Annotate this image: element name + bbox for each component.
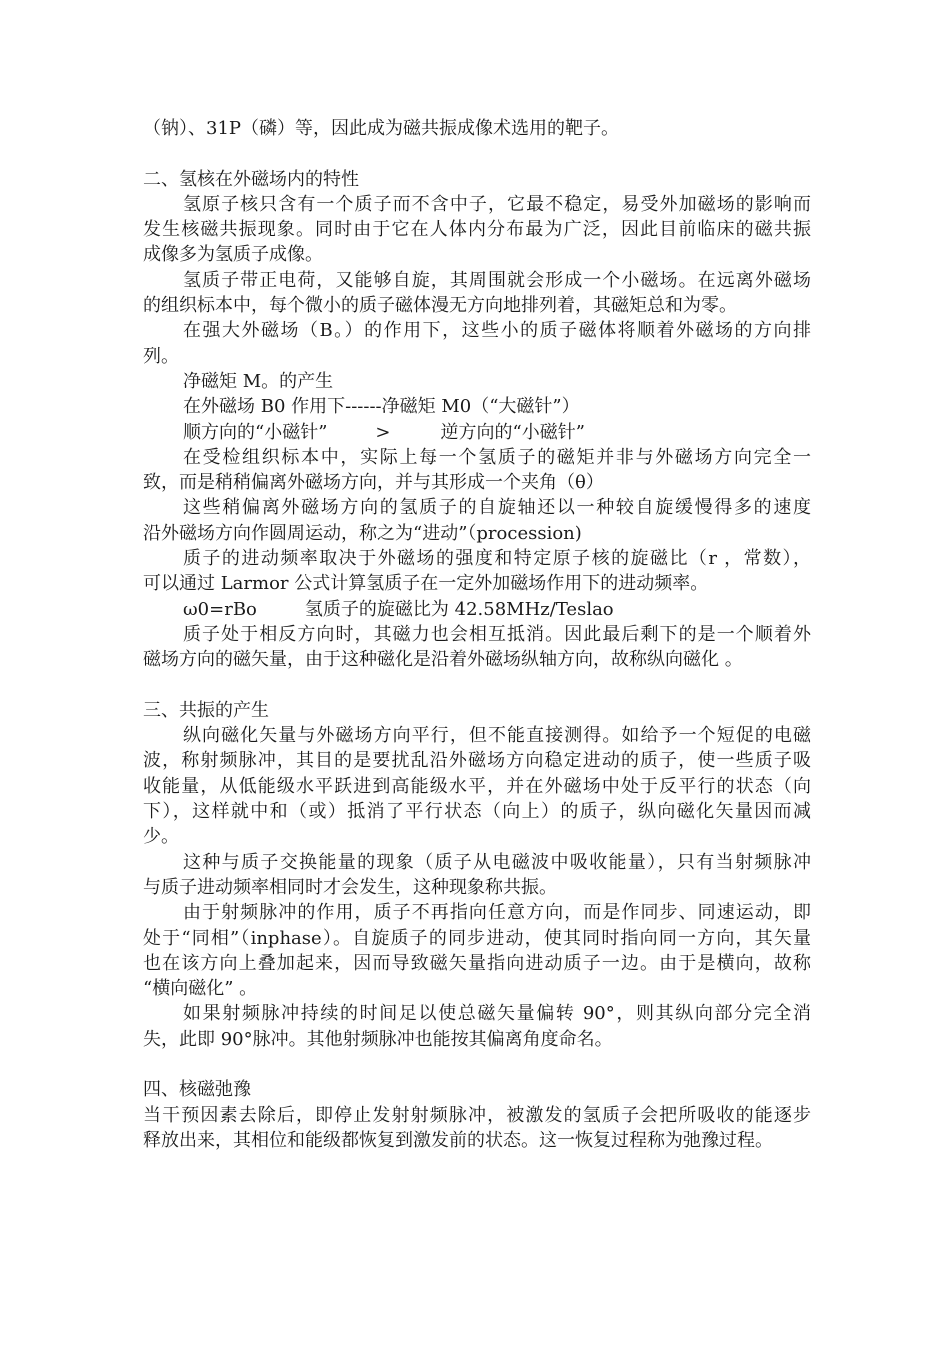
- section-heading-3: 三、共振的产生: [143, 699, 269, 721]
- text-line: 质子处于相反方向时，其磁力也会相互抵消。因此最后剩下的是一个顺着外: [183, 623, 811, 645]
- text-line: 列。: [143, 345, 179, 367]
- text-line: 如果射频脉冲持续的时间足以使总磁矢量偏转 90°，则其纵向部分完全消: [183, 1003, 811, 1025]
- text-span: 氢质子的旋磁比为 42.58MHz/Teslao: [304, 598, 614, 620]
- text-span: 顺方向的“小磁针”: [183, 421, 328, 443]
- text-line: 可以通过 Larmor 公式计算氢质子在一定外加磁场作用下的进动频率。: [143, 573, 709, 595]
- text-line: 发生核磁共振现象。同时由于它在人体内分布最为广泛，因此目前临床的磁共振: [143, 219, 811, 241]
- formula: ω0=rBo: [183, 598, 257, 620]
- text-line: 氢质子带正电荷，又能够自旋，其周围就会形成一个小磁场。在远离外磁场: [183, 269, 811, 291]
- text-line: 释放出来，其相位和能级都恢复到激发前的状态。这一恢复过程称为弛豫过程。: [143, 1129, 773, 1151]
- text-line: 质子的进动频率取决于外磁场的强度和特定原子核的旋磁比（r ，常数），: [183, 548, 811, 570]
- text-line: 磁场方向的磁矢量，由于这种磁化是沿着外磁场纵轴方向，故称纵向磁化 。: [143, 649, 743, 671]
- text-line: 与质子进动频率相同时才会发生，这种现象称共振。: [143, 876, 557, 898]
- text-line: 这种与质子交换能量的现象（质子从电磁波中吸收能量），只有当射频脉冲: [183, 851, 811, 873]
- text-line: [143, 597, 811, 622]
- text-line: 由于射频脉冲的作用，质子不再指向任意方向，而是作同步、同速运动，即: [183, 902, 811, 924]
- text-span: 逆方向的“小磁针”: [440, 421, 585, 443]
- document-body: [143, 116, 811, 1153]
- text-line: 致，而是稍稍偏离外磁场方向，并与其形成一个夹角（θ）: [143, 472, 604, 494]
- text-line: 在强大外磁场（B。）的作用下，这些小的质子磁体将顺着外磁场的方向排: [183, 320, 811, 342]
- text-line: 波，称射频脉冲，其目的是要扰乱沿外磁场方向稳定进动的质子，使一些质子吸: [143, 750, 811, 772]
- text-line: 也在该方向上叠加起来，因而导致磁矢量指向进动质子一边。由于是横向，故称: [143, 952, 811, 974]
- text-line: [143, 420, 811, 445]
- text-line: 在外磁场 B0 作用下------净磁矩 M0（“大磁针”）: [183, 396, 580, 418]
- text-line: 的组织标本中，每个微小的质子磁体漫无方向地排列着，其磁矩总和为零。: [143, 295, 737, 317]
- text-line: 成像多为氢质子成像。: [143, 244, 323, 266]
- text-line: 失，此即 90°脉冲。其他射频脉冲也能按其偏离角度命名。: [143, 1028, 613, 1050]
- text-line: 处于“同相”（inphase）。自旋质子的同步进动，使其同时指向同一方向，其矢量: [143, 927, 811, 949]
- paragraph-gap: [143, 673, 811, 698]
- text-line: 下），这样就中和（或）抵消了平行状态（向上）的质子，纵向磁化矢量因而减: [143, 801, 811, 823]
- section-heading-2: 二、氢核在外磁场内的特性: [143, 168, 359, 190]
- text-line: 纵向磁化矢量与外磁场方向平行，但不能直接测得。如给予一个短促的电磁: [183, 725, 811, 747]
- text-line: （钠）、31P（磷）等，因此成为磁共振成像术选用的靶子。: [143, 118, 620, 139]
- section-heading-4: 四、核磁弛豫: [143, 1079, 251, 1101]
- text-line: 当干预因素去除后，即停止发射射频脉冲，被激发的氢质子会把所吸收的能逐步: [143, 1104, 811, 1126]
- text-line: 这些稍偏离外磁场方向的氢质子的自旋轴还以一种较自旋缓慢得多的速度: [183, 497, 811, 519]
- text-line: 沿外磁场方向作圆周运动，称之为“进动”（procession): [143, 522, 582, 544]
- text-line: 收能量，从低能级水平跃进到高能级水平，并在外磁场中处于反平行的状态（向: [143, 775, 811, 797]
- text-line: “横向磁化” 。: [143, 978, 258, 1000]
- paragraph-gap: [143, 141, 811, 166]
- text-line: 少。: [143, 826, 179, 848]
- text-line: 在受检组织标本中，实际上每一个氢质子的磁矩并非与外磁场方向完全一: [183, 446, 811, 468]
- text-line: 氢原子核只含有一个质子而不含中子，它最不稳定，易受外加磁场的影响而: [183, 193, 811, 215]
- text-line: 净磁矩 M。的产生: [183, 370, 334, 392]
- paragraph-gap: [143, 1052, 811, 1077]
- text-span: >: [375, 421, 391, 443]
